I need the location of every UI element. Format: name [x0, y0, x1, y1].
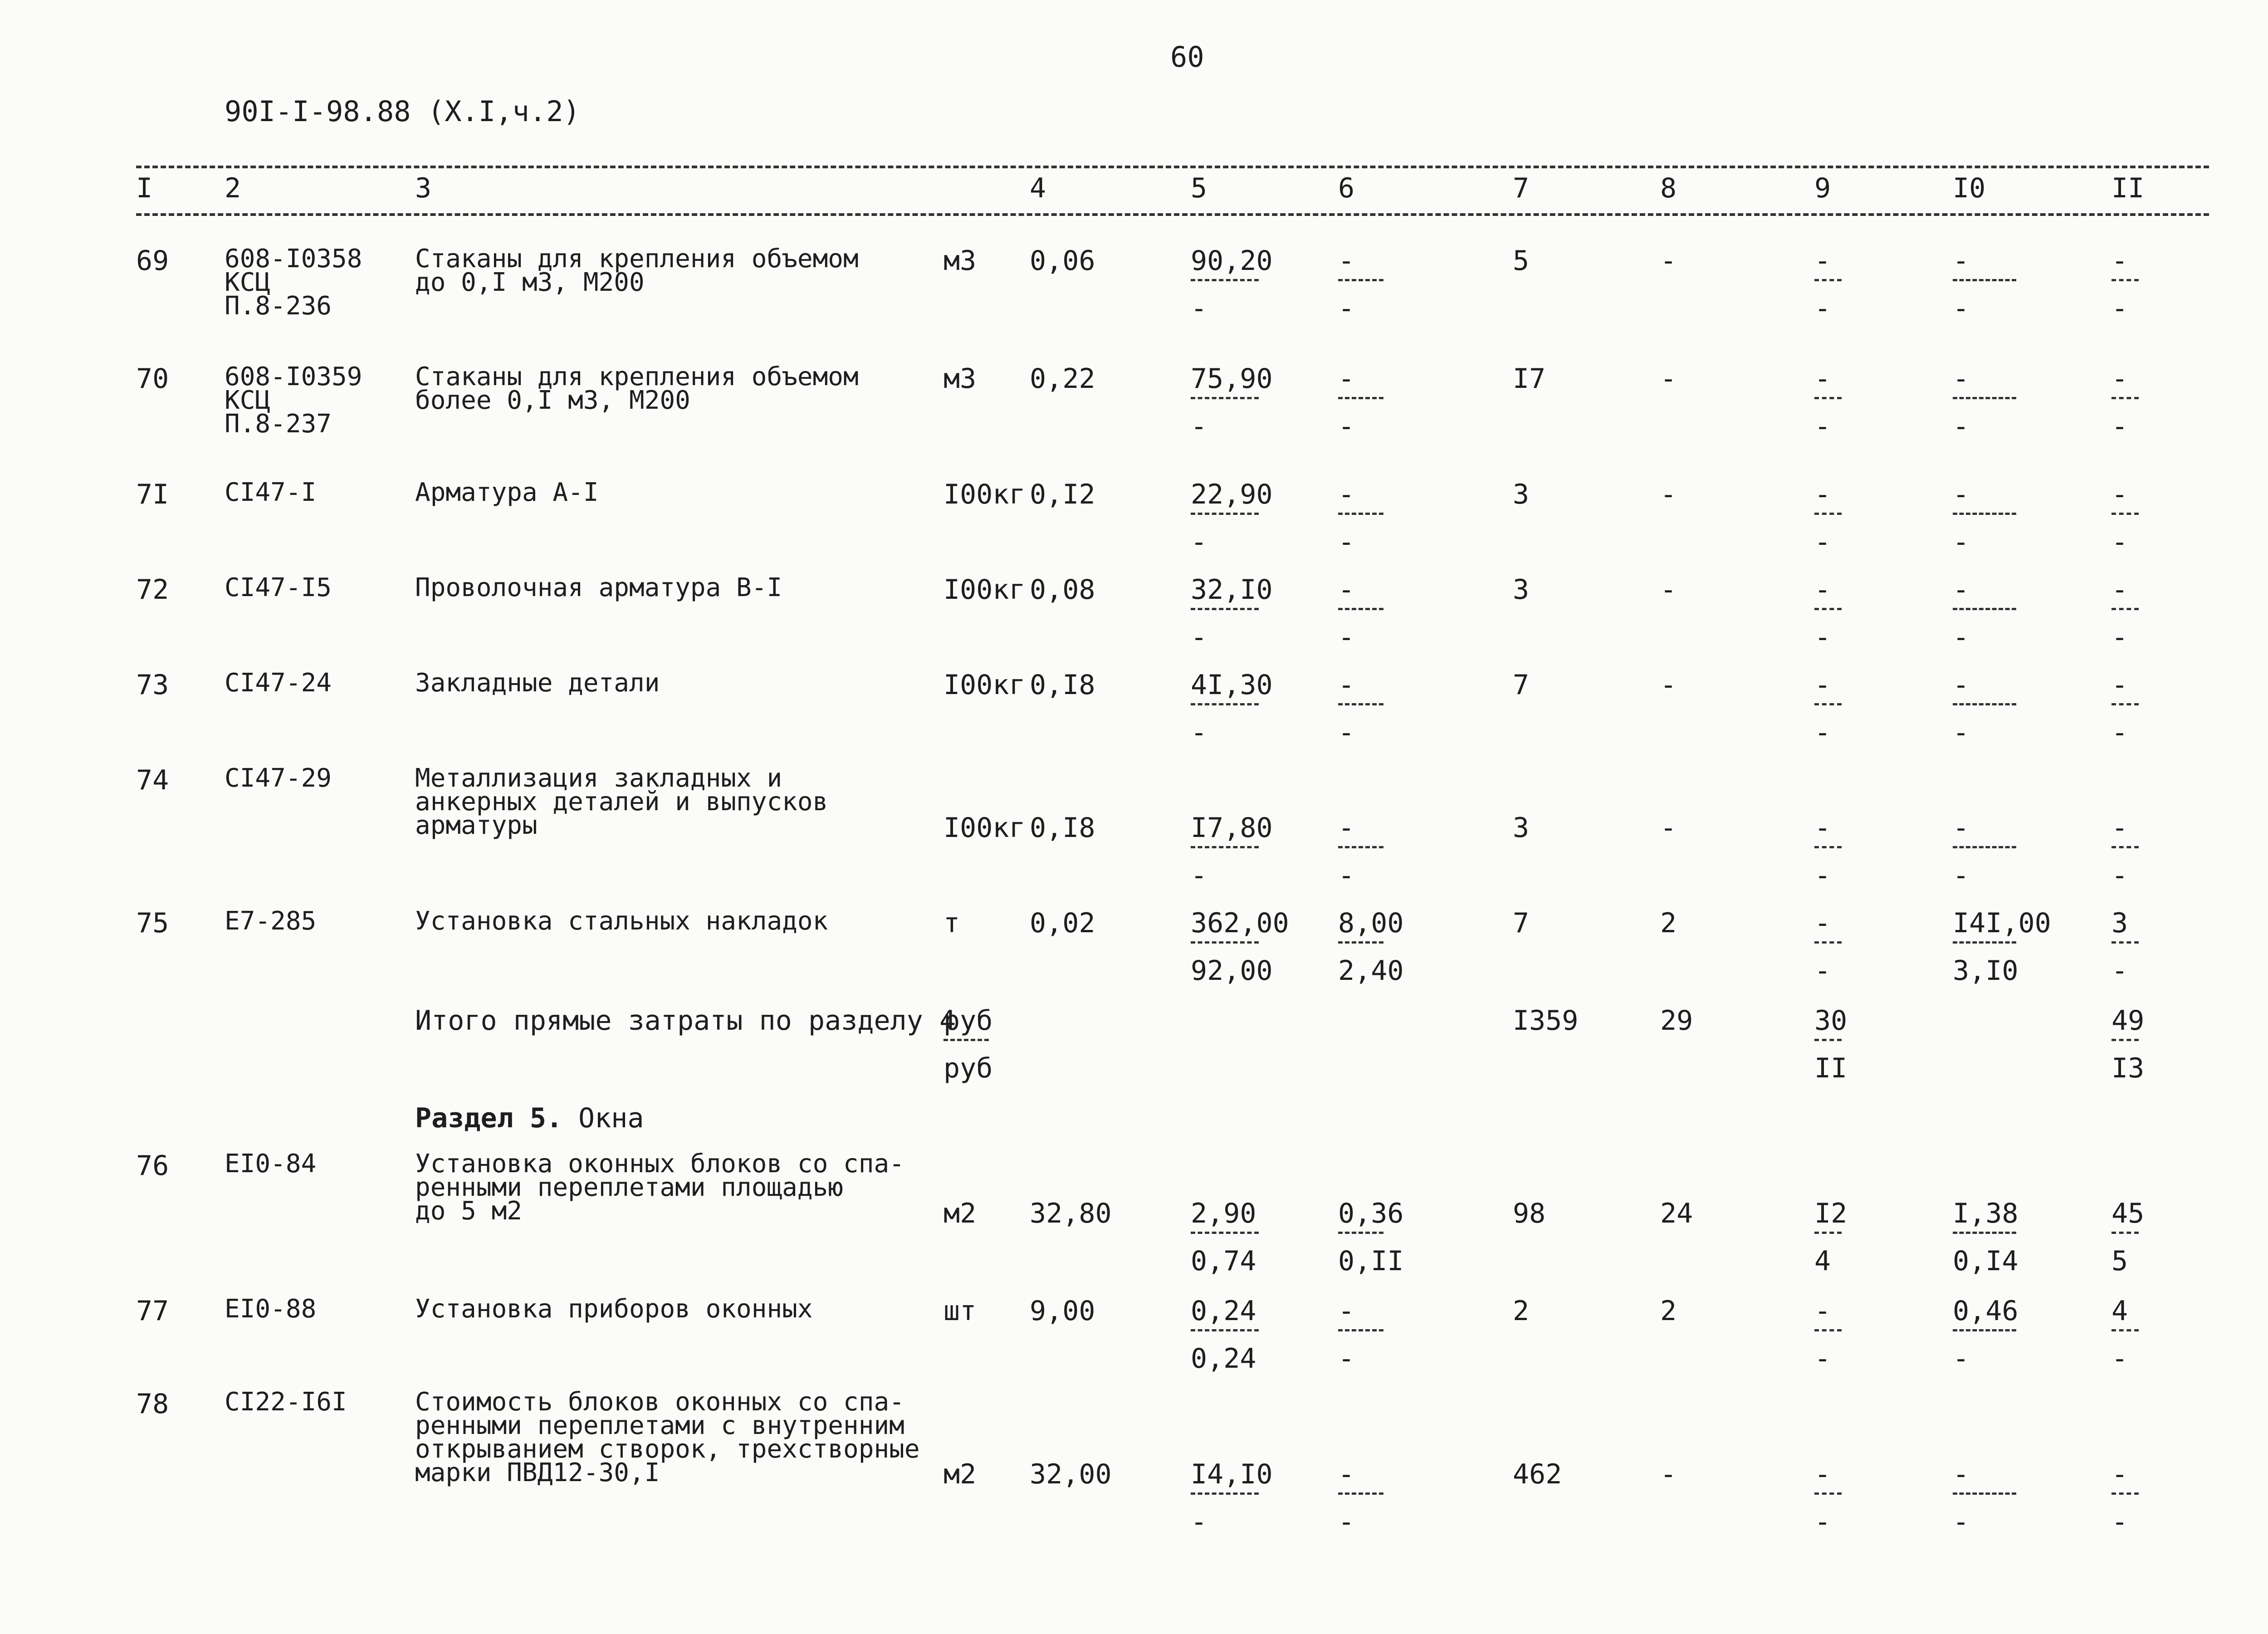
col5-value: 22,90 [1191, 479, 1273, 510]
col11-value: - [2112, 245, 2128, 277]
col9-value: - [1814, 1295, 1831, 1327]
unit: т [943, 907, 960, 939]
header-rule-top [136, 166, 2209, 168]
col-header-4: 4 [1030, 172, 1046, 204]
col6-fraction-bar [1338, 608, 1383, 610]
col11-value: - [2112, 669, 2128, 701]
col10-fraction-bar [1953, 1492, 2016, 1495]
col9-value: - [1814, 245, 1831, 277]
col9-fraction-bar [1814, 397, 1842, 399]
col6-value: - [1338, 363, 1355, 395]
col10-subvalue: 0,I4 [1953, 1245, 2019, 1277]
code-line: EI0-88 [225, 1294, 317, 1324]
col-header-3: 3 [415, 172, 432, 204]
code-line: CI47-I [225, 478, 317, 507]
col5-fraction-bar [1191, 513, 1259, 515]
col8-value: 2 [1660, 907, 1677, 939]
col11-value: 45 [2112, 1198, 2145, 1229]
col11-value: - [2112, 812, 2128, 844]
col8-value: 24 [1660, 1198, 1693, 1229]
col5-value: 4I,30 [1191, 669, 1273, 701]
col10-subvalue: - [1953, 526, 1970, 558]
total-col11: 49 [2112, 1005, 2145, 1037]
row-number: 77 [136, 1295, 169, 1327]
col10-value: - [1953, 812, 1970, 844]
col9-fraction-bar [1814, 703, 1842, 705]
section-label: Раздел 5. [415, 1102, 563, 1134]
unit: м2 [943, 1458, 977, 1490]
col6-value: 8,00 [1338, 907, 1404, 939]
col6-subvalue: - [1338, 293, 1355, 324]
col8-value: - [1660, 574, 1677, 606]
col10-value: - [1953, 245, 1970, 277]
description-line: Установка оконных блоков со спа- [415, 1149, 904, 1179]
col5-fraction-bar [1191, 1329, 1259, 1331]
col7-value: 7 [1513, 669, 1530, 701]
col6-fraction-bar [1338, 513, 1383, 515]
unit: м3 [943, 245, 977, 277]
col11-value: - [2112, 574, 2128, 606]
col11-subvalue: - [2112, 1343, 2128, 1375]
description-line: ренными переплетами с внутренним [415, 1411, 904, 1440]
col5-fraction-bar [1191, 397, 1259, 399]
description-line: более 0,I м3, М200 [415, 386, 690, 415]
col9-value: - [1814, 363, 1831, 395]
col10-value: I,38 [1953, 1198, 2019, 1229]
col9-value: - [1814, 479, 1831, 510]
total-col8: 29 [1660, 1005, 1693, 1037]
col10-subvalue: - [1953, 860, 1970, 891]
total-col11-sub: I3 [2112, 1052, 2145, 1084]
col10-fraction-bar [1953, 846, 2016, 848]
col11-subvalue: - [2112, 1506, 2128, 1538]
col10-subvalue: - [1953, 1506, 1970, 1538]
col10-fraction-bar [1953, 513, 2016, 515]
col6-subvalue: 0,II [1338, 1245, 1404, 1277]
description-line: ренными переплетами площадью [415, 1173, 844, 1202]
col9-fraction-bar [1814, 941, 1842, 944]
col9-value: I2 [1814, 1198, 1848, 1229]
unit: I00кг [943, 574, 1026, 606]
total-unit-sub: руб [943, 1052, 993, 1084]
col5-fraction-bar [1191, 279, 1259, 281]
col-header-1: I [136, 172, 153, 204]
col7-value: 3 [1513, 812, 1530, 844]
col11-value: - [2112, 479, 2128, 510]
col5-fraction-bar [1191, 1232, 1259, 1234]
col9-fraction-bar [1814, 279, 1842, 281]
col6-fraction-bar [1338, 279, 1383, 281]
col8-value: 2 [1660, 1295, 1677, 1327]
col6-value: - [1338, 574, 1355, 606]
total-col9: 30 [1814, 1005, 1848, 1037]
row-number: 69 [136, 245, 169, 277]
col10-fraction-bar [1953, 608, 2016, 610]
unit: м3 [943, 363, 977, 395]
col5-fraction-bar [1191, 846, 1259, 848]
col8-value: - [1660, 363, 1677, 395]
col10-subvalue: 3,I0 [1953, 955, 2019, 987]
section-title: Окна [578, 1102, 644, 1134]
col10-fraction-bar [1953, 1232, 2016, 1234]
quantity: 0,08 [1030, 574, 1095, 606]
code-line: CI22-I6I [225, 1387, 347, 1417]
col9-fraction-bar [1814, 1329, 1842, 1331]
col9-subvalue: - [1814, 955, 1831, 987]
col6-subvalue: - [1338, 411, 1355, 442]
unit: шт [943, 1295, 977, 1327]
col9-subvalue: - [1814, 621, 1831, 653]
col10-value: - [1953, 363, 1970, 395]
col-header-11: II [2112, 172, 2145, 204]
col9-subvalue: - [1814, 717, 1831, 749]
col-header-8: 8 [1660, 172, 1677, 204]
col9-value: - [1814, 907, 1831, 939]
total-label: Итого прямые затраты по разделу 4 [415, 1005, 956, 1037]
description-line: анкерных деталей и выпусков [415, 787, 828, 817]
col11-fraction-bar [2112, 703, 2139, 705]
col7-value: 5 [1513, 245, 1530, 277]
unit: I00кг [943, 479, 1026, 510]
description-line: открыванием створок, трехстворные [415, 1434, 920, 1464]
col-header-6: 6 [1338, 172, 1355, 204]
col11-subvalue: - [2112, 621, 2128, 653]
code-line: П.8-236 [225, 291, 332, 321]
col7-value: 7 [1513, 907, 1530, 939]
col10-fraction-bar [1953, 941, 2016, 944]
col11-value: 3 [2112, 907, 2128, 939]
code-line: CI47-24 [225, 668, 332, 698]
col5-fraction-bar [1191, 703, 1259, 705]
col9-subvalue: - [1814, 1506, 1831, 1538]
total-unit: руб [943, 1005, 993, 1037]
row-number: 75 [136, 907, 169, 939]
col11-fraction-bar [2112, 513, 2139, 515]
col11-value: 4 [2112, 1295, 2128, 1327]
quantity: 9,00 [1030, 1295, 1095, 1327]
col7-value: I7 [1513, 363, 1546, 395]
description-line: Металлизация закладных и [415, 763, 782, 793]
col5-subvalue: 0,24 [1191, 1343, 1256, 1375]
description-line: Арматура А-I [415, 478, 599, 507]
col9-value: - [1814, 1458, 1831, 1490]
col5-value: I4,I0 [1191, 1458, 1273, 1490]
col10-fraction-bar [1953, 279, 2016, 281]
col-header-7: 7 [1513, 172, 1530, 204]
quantity: 0,I2 [1030, 479, 1095, 510]
col10-fraction-bar [1953, 703, 2016, 705]
col10-subvalue: - [1953, 411, 1970, 442]
col10-value: - [1953, 1458, 1970, 1490]
col11-subvalue: - [2112, 955, 2128, 987]
description-line: Стоимость блоков оконных со спа- [415, 1387, 904, 1417]
total-col7: I359 [1513, 1005, 1579, 1037]
unit: I00кг [943, 669, 1026, 701]
col7-value: 3 [1513, 574, 1530, 606]
total-unit-fraction-bar [943, 1039, 989, 1041]
quantity: 32,00 [1030, 1458, 1112, 1490]
code-line: 608-I0358 [225, 244, 362, 274]
col11-fraction-bar [2112, 397, 2139, 399]
col9-fraction-bar [1814, 846, 1842, 848]
col6-fraction-bar [1338, 397, 1383, 399]
row-number: 74 [136, 764, 169, 796]
code-line: CI47-I5 [225, 573, 332, 602]
total-col9-fraction-bar [1814, 1039, 1842, 1041]
col9-fraction-bar [1814, 608, 1842, 610]
col6-subvalue: - [1338, 860, 1355, 891]
row-number: 72 [136, 574, 169, 606]
col6-subvalue: - [1338, 621, 1355, 653]
col10-value: - [1953, 479, 1970, 510]
col11-fraction-bar [2112, 608, 2139, 610]
col5-subvalue: - [1191, 717, 1207, 749]
col5-subvalue: - [1191, 411, 1207, 442]
description-line: марки ПВД12-30,I [415, 1458, 660, 1487]
col9-fraction-bar [1814, 1232, 1842, 1234]
col10-subvalue: - [1953, 293, 1970, 324]
col11-subvalue: - [2112, 526, 2128, 558]
description-line: Установка приборов оконных [415, 1294, 813, 1324]
col8-value: - [1660, 245, 1677, 277]
col9-subvalue: - [1814, 293, 1831, 324]
col-header-5: 5 [1191, 172, 1207, 204]
col10-subvalue: - [1953, 717, 1970, 749]
col5-subvalue: 92,00 [1191, 955, 1273, 987]
description-line: до 0,I м3, М200 [415, 268, 645, 297]
col9-subvalue: 4 [1814, 1245, 1831, 1277]
quantity: 0,22 [1030, 363, 1095, 395]
col11-fraction-bar [2112, 1492, 2139, 1495]
code-line: КСЦ [225, 386, 271, 415]
col6-value: - [1338, 812, 1355, 844]
row-number: 76 [136, 1150, 169, 1182]
col-header-10: I0 [1953, 172, 1986, 204]
code-line: 608-I0359 [225, 362, 362, 391]
col6-subvalue: 2,40 [1338, 955, 1404, 987]
col8-value: - [1660, 812, 1677, 844]
col8-value: - [1660, 669, 1677, 701]
col-header-9: 9 [1814, 172, 1831, 204]
col11-fraction-bar [2112, 846, 2139, 848]
col9-subvalue: - [1814, 526, 1831, 558]
col10-value: - [1953, 669, 1970, 701]
col5-subvalue: 0,74 [1191, 1245, 1256, 1277]
col9-value: - [1814, 812, 1831, 844]
col5-subvalue: - [1191, 621, 1207, 653]
document-code: 90I-I-98.88 (X.I,ч.2) [225, 95, 580, 128]
quantity: 32,80 [1030, 1198, 1112, 1229]
description-line: Стаканы для крепления объемом [415, 244, 859, 274]
col5-value: I7,80 [1191, 812, 1273, 844]
col7-value: 2 [1513, 1295, 1530, 1327]
col10-fraction-bar [1953, 397, 2016, 399]
code-line: E7-285 [225, 906, 317, 936]
quantity: 0,06 [1030, 245, 1095, 277]
unit: I00кг [943, 812, 1026, 844]
unit: м2 [943, 1198, 977, 1229]
col9-subvalue: - [1814, 1343, 1831, 1375]
quantity: 0,I8 [1030, 812, 1095, 844]
col6-value: - [1338, 669, 1355, 701]
header-rule-bottom [136, 213, 2209, 216]
row-number: 70 [136, 363, 169, 395]
description-line: Закладные детали [415, 668, 660, 698]
row-number: 73 [136, 669, 169, 701]
col9-fraction-bar [1814, 513, 1842, 515]
col5-fraction-bar [1191, 1492, 1259, 1495]
col11-subvalue: - [2112, 411, 2128, 442]
col10-value: 0,46 [1953, 1295, 2019, 1327]
code-line: П.8-237 [225, 409, 332, 439]
col9-subvalue: - [1814, 411, 1831, 442]
col11-subvalue: 5 [2112, 1245, 2128, 1277]
col11-value: - [2112, 1458, 2128, 1490]
col7-value: 462 [1513, 1458, 1562, 1490]
col10-subvalue: - [1953, 1343, 1970, 1375]
row-number: 7I [136, 479, 169, 510]
col6-subvalue: - [1338, 1343, 1355, 1375]
quantity: 0,I8 [1030, 669, 1095, 701]
col5-value: 90,20 [1191, 245, 1273, 277]
col9-subvalue: - [1814, 860, 1831, 891]
col10-fraction-bar [1953, 1329, 2016, 1331]
col11-value: - [2112, 363, 2128, 395]
col6-value: - [1338, 1295, 1355, 1327]
col11-fraction-bar [2112, 941, 2139, 944]
description-line: арматуры [415, 811, 538, 840]
row-number: 78 [136, 1388, 169, 1420]
description-line: Установка стальных накладок [415, 906, 828, 936]
col5-value: 75,90 [1191, 363, 1273, 395]
col5-subvalue: - [1191, 1506, 1207, 1538]
col6-fraction-bar [1338, 1232, 1383, 1234]
code-line: CI47-29 [225, 763, 332, 793]
col6-fraction-bar [1338, 846, 1383, 848]
col8-value: - [1660, 479, 1677, 510]
col6-fraction-bar [1338, 703, 1383, 705]
col5-value: 362,00 [1191, 907, 1289, 939]
col6-value: - [1338, 245, 1355, 277]
col9-fraction-bar [1814, 1492, 1842, 1495]
col5-subvalue: - [1191, 293, 1207, 324]
col6-value: - [1338, 1458, 1355, 1490]
col6-fraction-bar [1338, 1492, 1383, 1495]
col9-value: - [1814, 574, 1831, 606]
page-number: 60 [1170, 40, 1204, 73]
col8-value: - [1660, 1458, 1677, 1490]
col-header-2: 2 [225, 172, 241, 204]
col5-value: 2,90 [1191, 1198, 1256, 1229]
col10-subvalue: - [1953, 621, 1970, 653]
col7-value: 3 [1513, 479, 1530, 510]
col6-subvalue: - [1338, 1506, 1355, 1538]
col5-value: 32,I0 [1191, 574, 1273, 606]
col7-value: 98 [1513, 1198, 1546, 1229]
col6-subvalue: - [1338, 526, 1355, 558]
col5-fraction-bar [1191, 608, 1259, 610]
col10-value: - [1953, 574, 1970, 606]
col6-value: 0,36 [1338, 1198, 1404, 1229]
col11-subvalue: - [2112, 860, 2128, 891]
col11-fraction-bar [2112, 279, 2139, 281]
col6-fraction-bar [1338, 941, 1383, 944]
description-line: Проволочная арматура В-I [415, 573, 782, 602]
col11-subvalue: - [2112, 293, 2128, 324]
code-line: КСЦ [225, 268, 271, 297]
col9-value: - [1814, 669, 1831, 701]
description-line: Стаканы для крепления объемом [415, 362, 859, 391]
total-col9-sub: II [1814, 1052, 1848, 1084]
total-col11-fraction-bar [2112, 1039, 2139, 1041]
quantity: 0,02 [1030, 907, 1095, 939]
col5-subvalue: - [1191, 860, 1207, 891]
col6-value: - [1338, 479, 1355, 510]
col11-fraction-bar [2112, 1232, 2139, 1234]
col11-fraction-bar [2112, 1329, 2139, 1331]
col5-subvalue: - [1191, 526, 1207, 558]
col5-fraction-bar [1191, 941, 1259, 944]
col6-fraction-bar [1338, 1329, 1383, 1331]
code-line: EI0-84 [225, 1149, 317, 1179]
col6-subvalue: - [1338, 717, 1355, 749]
col11-subvalue: - [2112, 717, 2128, 749]
col5-value: 0,24 [1191, 1295, 1256, 1327]
description-line: до 5 м2 [415, 1196, 523, 1226]
col10-value: I4I,00 [1953, 907, 2051, 939]
